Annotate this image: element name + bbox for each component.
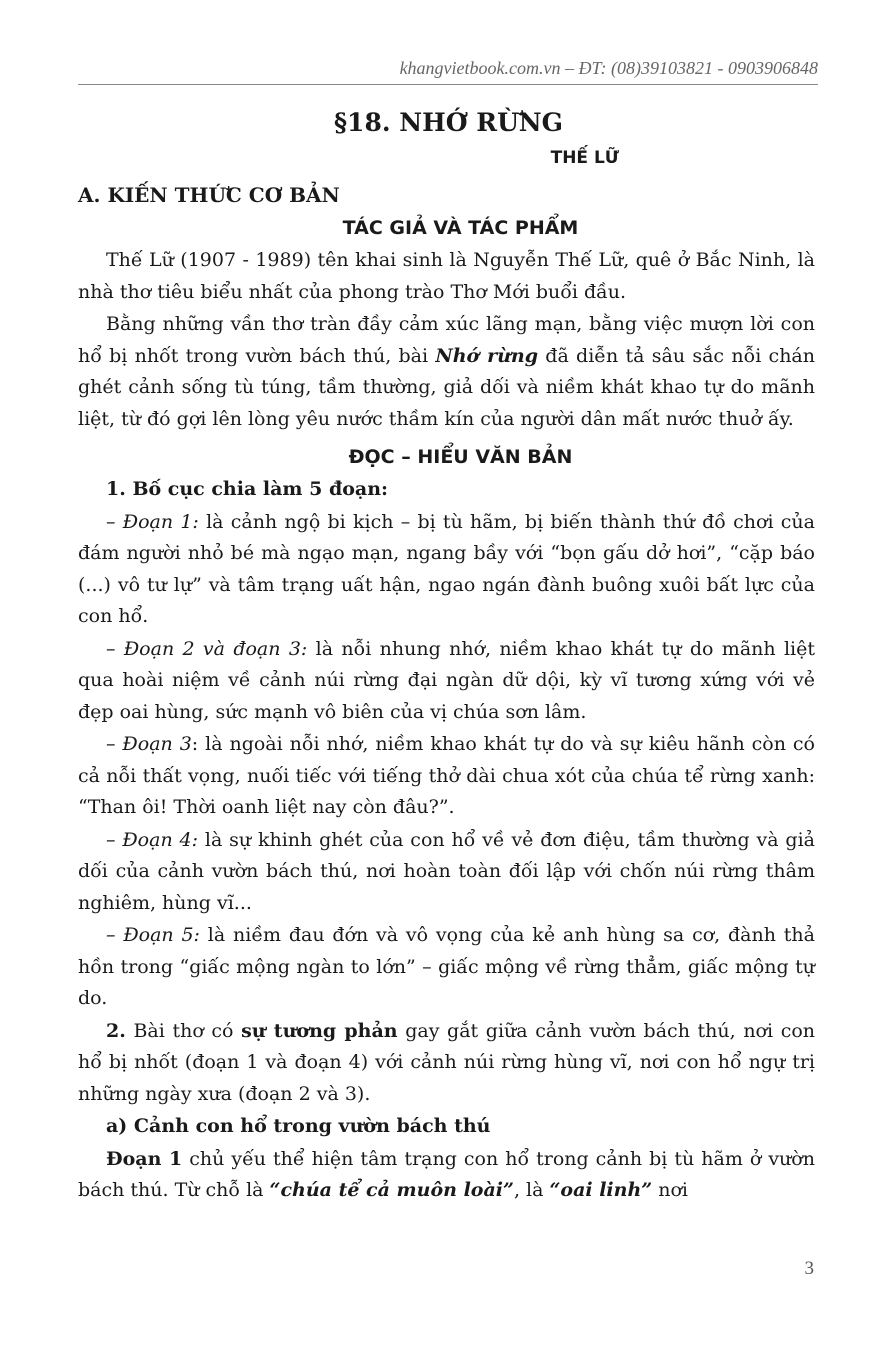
- lesson-title: §18. NHỚ RỪNG: [333, 108, 563, 137]
- emphasis-bold: Đoạn 1: [106, 1147, 183, 1170]
- text-span: : là ngoài nỗi nhớ, niềm khao khát tự do và sự kiêu hãnh còn có cả nỗi thất vọng, nuối tiếc với tiếng thở dài chua xót của chúa tể rừng xanh: “Than ôi! Thời oanh liệt nay còn đâu?”.: [78, 733, 815, 818]
- text-span: đã diễn tả sâu sắc nỗi chán ghét cảnh sống tù túng, tầm thường, giả dối và niềm khát khao tự do mãnh liệt, từ đó gợi lên lòng yêu nước thầm kín của người dân mất nước thuở ấy.: [78, 344, 815, 430]
- paragraph-work-summary: [78, 309, 815, 435]
- text-span: là nỗi nhung nhớ, niềm khao khát tự do mãnh liệt qua hoài niệm về cảnh núi rừng đại ngàn dữ dội, kỳ vĩ tương xứng với vẻ đẹp oai hùng, sức mạnh vô biên của vị chúa sơn lâm.: [78, 637, 815, 723]
- doan-label: – Đoạn 5:: [106, 924, 200, 946]
- text-span: là sự khinh ghét của con hổ về vẻ đơn điệu, tầm thường và giả dối của cảnh vườn bách thú, nơi hoàn toàn đối lập với chốn núi rừng thâm nghiêm, hùng vĩ...: [78, 828, 815, 914]
- header-divider: [78, 84, 818, 85]
- paragraph-doan-5: [78, 920, 815, 1015]
- text-span: gay gắt giữa cảnh vườn bách thú, nơi con hổ bị nhốt (đoạn 1 và đoạn 4) với cảnh núi rừng hùng vĩ, nơi con hổ ngự trị những ngày xưa (đoạn 2 và 3).: [78, 1019, 816, 1105]
- text-span: là niềm đau đớn và vô vọng của kẻ anh hùng sa cơ, đành thả hồn trong “giấc mộng ngàn to lớn” – giấc mộng về rừng thẳm, giấc mộng tự do.: [78, 924, 815, 1009]
- page-header: khangvietbook.com.vn – ĐT: (08)39103821 - 0903906848: [399, 58, 818, 78]
- page-number: 3: [804, 1258, 814, 1279]
- item-1-heading: 1. Bố cục chia làm 5 đoạn:: [106, 478, 389, 500]
- text-span: chủ yếu thể hiện tâm trạng con hổ trong cảnh bị tù hãm ở vườn bách thú. Từ chỗ là: [78, 1147, 815, 1201]
- paragraph-doan-4: [78, 825, 815, 920]
- text-span: Bài thơ có: [125, 1019, 242, 1042]
- author-name: THẾ LỮ: [550, 148, 619, 168]
- subheading-author-work: TÁC GIẢ VÀ TÁC PHẨM: [342, 217, 579, 239]
- subheading-a: a) Cảnh con hổ trong vườn bách thú: [106, 1115, 491, 1137]
- paragraph-doan-2-3: [78, 634, 815, 729]
- paragraph-author-bio: Thế Lữ (1907 - 1989) tên khai sinh là Nguyễn Thế Lữ, quê ở Bắc Ninh, là nhà thơ tiêu biểu nhất của phong trào Thơ Mới buổi đầu.: [78, 249, 815, 303]
- paragraph-doan-3: [78, 729, 815, 824]
- paragraph-doan-1: [78, 507, 815, 633]
- emphasis-bold: sự tương phản: [241, 1019, 398, 1042]
- paragraph-item-2: [78, 1016, 815, 1111]
- doan-label: – Đoạn 3: [106, 733, 192, 755]
- doan-label: – Đoạn 1:: [106, 510, 199, 533]
- doan-label: – Đoạn 2 và đoạn 3:: [106, 637, 308, 660]
- text-span: Bằng những vần thơ tràn đầy cảm xúc lãng mạn, bằng việc mượn lời con hổ bị nhốt trong vườn bách thú, bài: [78, 313, 815, 367]
- subheading-reading: ĐỌC – HIỂU VĂN BẢN: [348, 446, 573, 468]
- quote-bold-italic: “chúa tể cả muôn loài”: [269, 1179, 514, 1201]
- page-body: [78, 95, 815, 1208]
- paragraph-doan-1-analysis: [78, 1144, 815, 1207]
- poem-title-inline: Nhớ rừng: [435, 344, 538, 367]
- text-span: là cảnh ngộ bi kịch – bị tù hãm, bị biến thành thứ đồ chơi của đám người nhỏ bé mà ngạo mạn, ngang bầy với “bọn gấu dở hơi”, “cặp báo (...) vô tư lự” và tâm trạng uất hận, ngao ngán đành buông xuôi bất lực của con hổ.: [78, 510, 815, 627]
- item-2-number: 2.: [106, 1019, 126, 1042]
- doan-label: – Đoạn 4:: [106, 828, 199, 851]
- section-a-heading: A. KIẾN THỨC CƠ BẢN: [78, 183, 340, 207]
- text-span: , là: [513, 1179, 550, 1201]
- quote-bold-italic: “oai linh”: [549, 1179, 653, 1201]
- text-span: nơi: [652, 1179, 689, 1201]
